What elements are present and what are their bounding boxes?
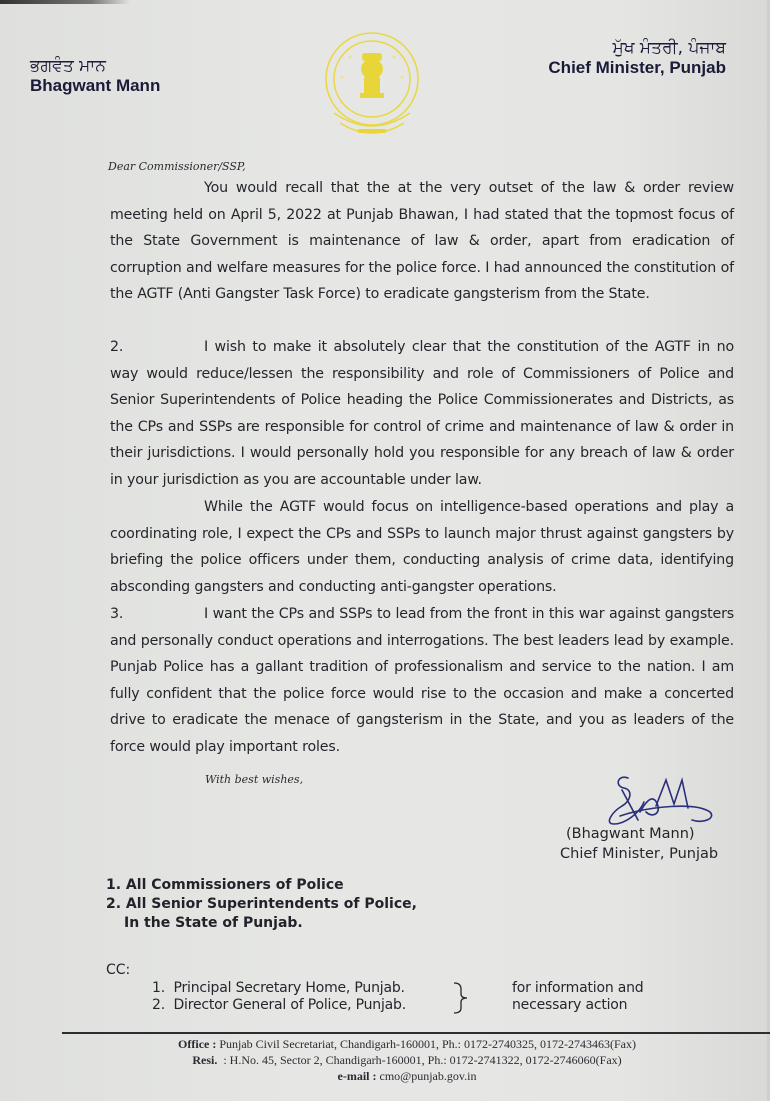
title-english: Chief Minister, Punjab [548, 58, 726, 77]
paragraph-2b [110, 494, 734, 600]
signatory-title: Chief Minister, Punjab [560, 846, 719, 862]
state-emblem-icon [320, 27, 424, 143]
addressee-item: 1. All Commissioners of Police [106, 877, 344, 893]
cc-list [152, 980, 406, 1014]
closing: With best wishes, [205, 773, 304, 786]
footer-office: Office : Punjab Civil Secretariat, Chandigarh-160001, Ph.: 0172-2740325, 0172-2743463(Fax) [178, 1037, 636, 1051]
addressee-item: In the State of Punjab. [124, 915, 303, 931]
name-punjabi: ਭਗਵੰਤ ਮਾਨ [30, 56, 106, 76]
paragraph-text: I want the CPs and SSPs to lead from the front in this war against gangsters and personally conduct operations and interrogations. The best leaders lead by example. Punjab Police has a gallant tradition of professionalism and service to the nation. I am fully confident that the police force would rise to the occasion and make a concerted drive to eradicate the menace of gangsterism in the State, and you as leaders of the force would play important roles. [110, 606, 734, 755]
footer-residence: Resi. : H.No. 45, Sector 2, Chandigarh-160001, Ph.: 0172-2741322, 0172-2746060(Fax) [192, 1053, 622, 1067]
cc-label: CC: [106, 962, 131, 978]
paragraph-1 [110, 175, 734, 308]
photo-edge-shadow [0, 0, 130, 4]
title-punjabi: ਮੁੱਖ ਮੰਤਰੀ, ਪੰਜਾਬ [612, 38, 726, 58]
addressee-list [106, 876, 417, 933]
addressee-item: 2. All Senior Superintendents of Police, [106, 896, 417, 912]
letterhead-left [30, 56, 160, 96]
footer-divider [62, 1032, 770, 1034]
paragraph-number: 2. [110, 339, 124, 355]
cc-note [512, 980, 644, 1014]
paragraph-3 [110, 601, 734, 761]
cc-note-line: necessary action [512, 997, 628, 1013]
right-brace-icon [452, 981, 474, 1015]
paragraph-text: I wish to make it absolutely clear that the constitution of the AGTF in no way would reduce/lessen the responsibility and role of Commissioners of Police and Senior Superintendents of Police heading the Police Commissionerates and Districts, as the CPs and SSPs are responsible for control of crime and maintenance of law & order in their jurisdictions. I would personally hold you responsible for any breach of law & order in your jurisdiction as you are accountable under law. [110, 339, 734, 488]
email-link[interactable]: cmo@punjab.gov.in [376, 1069, 477, 1083]
salutation: Dear Commissioner/SSP, [108, 160, 246, 173]
paragraph-text: While the AGTF would focus on intelligence-based operations and play a coordinating role, I expect the CPs and SSPs to launch major thrust against gangsters by briefing the police officers under them, conducting analysis of crime data, identifying absconding gangsters and conducting anti-gangster operations. [110, 499, 734, 595]
handwritten-signature-icon [600, 772, 720, 832]
letterhead-right [548, 38, 726, 78]
paragraph-2 [110, 334, 734, 494]
name-english: Bhagwant Mann [30, 76, 161, 95]
cc-item: 2. Director General of Police, Punjab. [152, 997, 406, 1013]
paragraph-number: 3. [110, 606, 124, 622]
footer-email: e-mail : cmo@punjab.gov.in [337, 1069, 477, 1083]
footer-contact [62, 1036, 752, 1084]
cc-item: 1. Principal Secretary Home, Punjab. [152, 980, 405, 996]
signatory-name: (Bhagwant Mann) [566, 826, 695, 842]
paragraph-text: You would recall that the at the very outset of the law & order review meeting held on April 5, 2022 at Punjab Bhawan, I had stated that the topmost focus of the State Government is maintenance of law & order, apart from eradication of corruption and welfare measures for the police force. I had announced the constitution of the AGTF (Anti Gangster Task Force) to eradicate gangsterism from the State. [110, 180, 734, 303]
cc-note-line: for information and [512, 980, 644, 996]
